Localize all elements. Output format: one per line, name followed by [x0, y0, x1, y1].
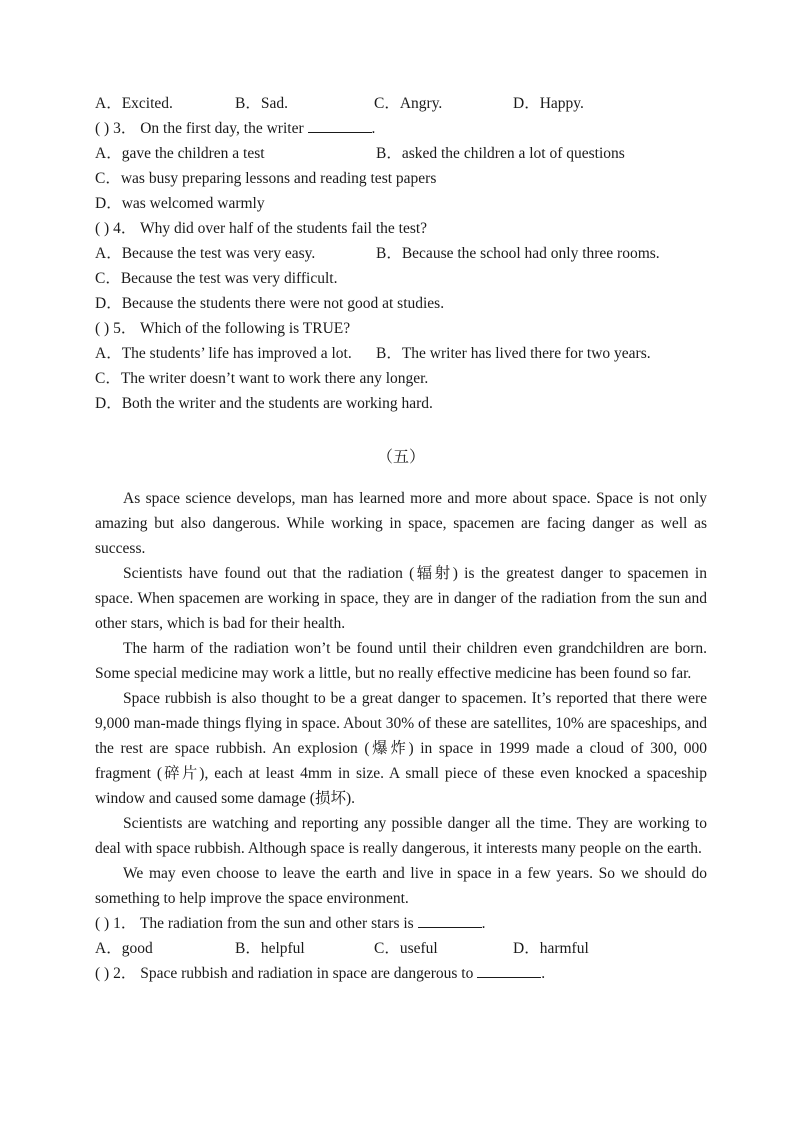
s5-q1-number: ( ) 1．	[95, 915, 137, 932]
s5-q2-number: ( ) 2．	[95, 965, 137, 982]
q5-option-a: A．The students’ life has improved a lot.	[95, 345, 352, 362]
q3-blank[interactable]	[308, 117, 372, 133]
q4-stem-line	[95, 216, 707, 241]
q4-option-c: C．Because the test was very difficult.	[95, 270, 338, 287]
q2-option-d: D．Happy.	[513, 95, 584, 112]
q5-options-ab	[95, 341, 707, 366]
passage-paragraph: Scientists have found out that the radiation (辐射) is the greatest danger to spacemen in space. When spacemen are working in space, they are in danger of the radiation from the sun and other stars, which is bad for their health.	[95, 565, 707, 632]
s5-q1-option-b: B．helpful	[235, 940, 305, 957]
q3-stem: On the first day, the writer	[140, 120, 304, 137]
s5-q2-stem-line	[95, 961, 707, 986]
q3-period: .	[371, 120, 376, 137]
s5-q1-blank[interactable]	[418, 912, 482, 928]
s5-q2-stem: Space rubbish and radiation in space are dangerous to	[140, 965, 474, 982]
q4-options-ab	[95, 241, 707, 266]
section-title: （五）	[376, 449, 425, 466]
q3-option-c: C．was busy preparing lessons and reading test papers	[95, 170, 437, 187]
reading-passage	[95, 486, 707, 911]
q5-option-c: C．The writer doesn’t want to work there any longer.	[95, 370, 429, 387]
q3-options-ab	[95, 141, 707, 166]
q2-options	[95, 91, 707, 116]
q5-number: ( ) 5．	[95, 320, 137, 337]
worksheet-page	[95, 91, 707, 986]
s5-q2-period: .	[541, 965, 546, 982]
q4-option-b: B．Because the school had only three rooms.	[376, 245, 660, 262]
q4-option-d: D．Because the students there were not good at studies.	[95, 295, 445, 312]
q2-option-c: C．Angry.	[374, 95, 443, 112]
passage-paragraph: As space science develops, man has learned more and more about space. Space is not only amazing but also dangerous. While working in space, spacemen are facing danger as well as success.	[95, 490, 707, 557]
q4-number: ( ) 4．	[95, 220, 137, 237]
s5-q1-option-d: D．harmful	[513, 940, 589, 957]
passage-paragraph: Space rubbish is also thought to be a great danger to spacemen. It’s reported that there were 9,000 man-made things flying in space. About 30% of these are satellites, 10% are spaceships, and the rest are space rubbish. An explosion (爆炸) in space in 1999 made a cloud of 300, 000 fragment (碎片), each at least 4mm in size. A small piece of these even knocked a spaceship window and caused some damage (损坏).	[95, 690, 707, 807]
s5-q1-option-a: A．good	[95, 940, 153, 957]
q3-option-b: B．asked the children a lot of questions	[376, 145, 625, 162]
s5-q1-options	[95, 936, 707, 961]
s5-q1-period: .	[481, 915, 486, 932]
s5-q2-blank[interactable]	[477, 962, 541, 978]
passage-paragraph: The harm of the radiation won’t be found until their children even grandchildren are born. Some special medicine may work a little, but no really effective medicine has been found so far.	[95, 640, 707, 682]
s5-q1-option-c: C．useful	[374, 940, 438, 957]
q2-option-a: A．Excited.	[95, 95, 173, 112]
q5-stem-line	[95, 316, 707, 341]
q4-option-a: A．Because the test was very easy.	[95, 245, 316, 262]
q2-option-b: B．Sad.	[235, 95, 288, 112]
q3-stem-line	[95, 116, 707, 141]
s5-q1-stem: The radiation from the sun and other stars is	[139, 915, 414, 932]
passage-paragraph: We may even choose to leave the earth and live in space in a few years. So we should do something to help improve the space environment.	[95, 865, 707, 907]
q5-option-d: D．Both the writer and the students are working hard.	[95, 395, 433, 412]
passage-paragraph: Scientists are watching and reporting any possible danger all the time. They are working to deal with space rubbish. Although space is really dangerous, it interests many people on the earth.	[95, 815, 707, 857]
q5-stem: Which of the following is TRUE?	[139, 320, 351, 337]
q3-option-a: A．gave the children a test	[95, 145, 265, 162]
q4-stem: Why did over half of the students fail the test?	[139, 220, 428, 237]
s5-q1-stem-line	[95, 911, 707, 936]
q5-option-b: B．The writer has lived there for two years.	[376, 345, 651, 362]
q3-number: ( ) 3．	[95, 120, 137, 137]
q3-option-d: D．was welcomed warmly	[95, 195, 265, 212]
